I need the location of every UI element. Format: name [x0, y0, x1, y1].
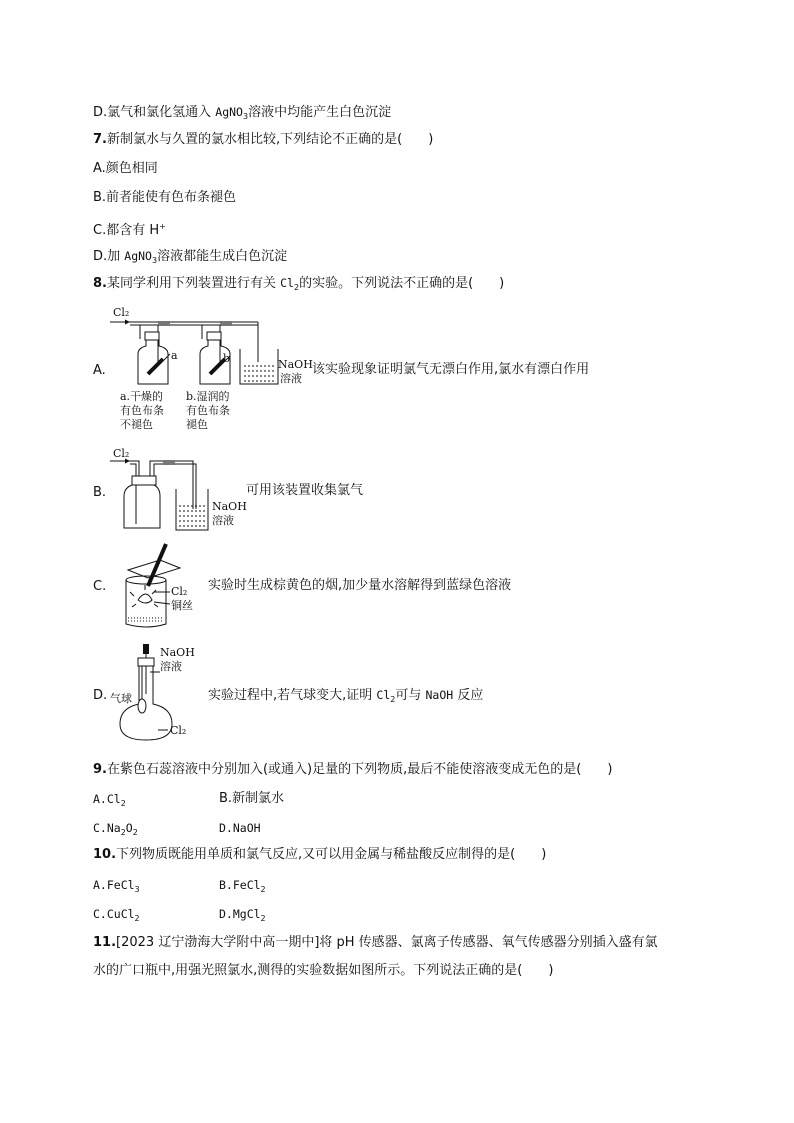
option-text: A.颜色相同	[93, 161, 158, 176]
caption-text: b.湿润的	[186, 390, 230, 403]
rubber-joint	[158, 321, 170, 326]
option-text: O	[125, 821, 133, 835]
subscript: 3	[134, 885, 140, 894]
q8-apparatus-a-diagram	[108, 304, 318, 394]
burning-copper	[138, 594, 152, 603]
label-b: b	[223, 352, 231, 365]
q8-option-a-letter[interactable]	[93, 362, 106, 380]
question-number: 8.	[93, 276, 107, 291]
cap-a-line1	[120, 390, 163, 404]
option-text: B.前者能使有色布条褪色	[93, 190, 237, 205]
q7-option-a[interactable]	[93, 160, 158, 178]
q9-option-c[interactable]	[93, 819, 138, 842]
gas-label: Cl₂	[113, 306, 130, 319]
option-text: 可用该装置收集氯气	[246, 483, 364, 498]
chem-formula: AgNO	[124, 249, 152, 263]
naoh-label: NaOH	[160, 646, 195, 659]
solution-label: 溶液	[280, 372, 302, 385]
question-text: 水的广口瓶中,用强光照氯水,测得的实验数据如图所示。下列说法正确的是( )	[93, 963, 554, 978]
bottle-stopper	[207, 332, 221, 340]
q8-apparatus-c-diagram	[108, 540, 208, 632]
q10-option-a[interactable]	[93, 876, 140, 899]
q8-option-c-text	[208, 577, 511, 595]
option-text: D.氯气和氯化氢通入	[93, 105, 216, 120]
option-text: A.Cl	[93, 792, 121, 806]
option-text: 实验过程中,若气球变大,证明	[208, 688, 377, 703]
subscript: 2	[132, 828, 138, 837]
caption-text: a.干燥的	[120, 390, 164, 403]
q8-option-d-text	[208, 686, 483, 709]
q10-option-c[interactable]	[93, 905, 140, 928]
option-text: B.FeCl	[219, 878, 261, 892]
option-letter: C.	[93, 579, 107, 594]
question-8-stem	[93, 274, 504, 297]
q9-option-d[interactable]	[219, 819, 261, 838]
rubber-joint	[163, 460, 175, 465]
arrow-head	[125, 320, 130, 325]
label-line	[154, 602, 170, 604]
question-11-stem-line1	[93, 934, 658, 952]
question-text: 下列物质既能用单质和氯气反应,又可以用金属与稀盐酸反应制得的是( )	[116, 847, 547, 862]
option-text: D.加	[93, 249, 125, 264]
solution-label: 溶液	[160, 660, 182, 673]
rubber-joint	[220, 321, 232, 326]
question-text: [2023 辽宁渤海大学附中高一期中]将 pH 传感器、氯离子传感器、氧气传感器分别插入盛有氯	[116, 935, 658, 950]
subscript: 2	[120, 828, 126, 837]
wire-label: 铜丝	[171, 599, 193, 612]
solution-label: 溶液	[212, 514, 234, 527]
q8-option-b-letter[interactable]	[93, 484, 106, 502]
option-text: 该实验现象证明氯气无漂白作用,氯水有漂白作用	[312, 362, 590, 377]
caption-text: 不褪色	[120, 418, 153, 431]
balloon-label	[110, 692, 132, 706]
caption-text: 褪色	[186, 418, 208, 431]
apparatus-c-svg	[108, 540, 208, 632]
subscript: 2	[390, 695, 396, 704]
q8-option-c-letter[interactable]	[93, 578, 106, 596]
flask-stopper	[138, 658, 154, 666]
caption-text: 气球	[110, 692, 132, 705]
caption-text: 有色布条	[120, 404, 164, 417]
cap-b-line3	[186, 418, 208, 432]
cap-a-line3	[120, 418, 153, 432]
subscript: 3	[242, 112, 249, 121]
option-text: C.CuCl	[93, 907, 135, 921]
q7-option-c[interactable]	[93, 218, 166, 240]
q7-option-d[interactable]	[93, 247, 287, 270]
option-text: 实验时生成棕黄色的烟,加少量水溶解得到蓝绿色溶液	[208, 578, 512, 593]
subscript: 2	[120, 799, 126, 808]
bottle-stopper	[145, 332, 159, 340]
question-number: 7.	[93, 132, 107, 147]
subscript: 2	[134, 914, 140, 923]
naoh-label: NaOH	[278, 358, 313, 371]
q7-option-b[interactable]	[93, 189, 236, 207]
long-tube	[130, 464, 136, 524]
question-9-stem	[93, 761, 612, 779]
subscript: 2	[293, 283, 300, 292]
option-text: B.新制氯水	[219, 791, 285, 806]
chem-formula: Cl	[280, 276, 294, 290]
q9-option-a[interactable]	[93, 790, 126, 813]
option-text: A.FeCl	[93, 878, 135, 892]
q8-option-a-text	[312, 361, 589, 379]
subscript: 2	[260, 885, 266, 894]
option-letter: A.	[93, 363, 106, 378]
naoh-label: NaOH	[212, 500, 247, 513]
option-letter: D.	[93, 688, 108, 703]
q6-option-d[interactable]	[93, 103, 391, 126]
gas-label: Cl₂	[171, 585, 188, 598]
cap-b-line1	[186, 390, 230, 404]
option-letter: B.	[93, 485, 107, 500]
chem-formula: AgNO	[215, 105, 243, 119]
q8-option-b-text	[246, 482, 363, 500]
balloon	[138, 699, 146, 713]
gas-bottle	[124, 485, 160, 528]
chem-formula: NaOH	[425, 688, 454, 702]
option-text: 溶液中均能产生白色沉淀	[248, 105, 392, 120]
cap-a-line2	[120, 404, 164, 418]
question-number: 9.	[93, 762, 107, 777]
gas-bottle-1	[138, 340, 168, 384]
option-text: 可与	[395, 688, 426, 703]
option-text: C.Na	[93, 821, 121, 835]
option-text: D.MgCl	[219, 907, 261, 921]
apparatus-a-svg	[108, 304, 318, 394]
question-text: 新制氯水与久置的氯水相比较,下列结论不正确的是( )	[106, 132, 434, 147]
dry-cloth-strip	[148, 359, 163, 374]
chem-formula: Cl	[376, 688, 391, 702]
question-10-stem	[93, 846, 546, 864]
q9-option-b[interactable]	[219, 790, 284, 808]
bottle-stopper	[132, 476, 156, 485]
option-text: D.NaOH	[219, 821, 261, 835]
question-number: 11.	[93, 935, 117, 950]
question-text: 某同学利用下列装置进行有关	[106, 276, 281, 291]
question-7-stem	[93, 131, 433, 149]
caption-text: 有色布条	[186, 404, 230, 417]
option-text: 反应	[453, 688, 484, 703]
naoh-solution	[241, 362, 277, 383]
q8-apparatus-b-diagram	[108, 444, 248, 534]
gas-label: Cl₂	[113, 447, 130, 460]
question-text: 在紫色石蕊溶液中分别加入(或通入)足量的下列物质,最后不能使溶液变成无色的是( )	[106, 762, 613, 777]
q10-option-b[interactable]	[219, 876, 266, 899]
superscript: +	[159, 222, 166, 231]
gas-label: Cl₂	[170, 724, 187, 737]
apparatus-b-svg	[108, 444, 248, 534]
question-number: 10.	[93, 847, 117, 862]
label-a: a	[171, 349, 178, 362]
label-line	[164, 354, 170, 360]
question-11-stem-line2	[93, 962, 553, 980]
subscript: 2	[260, 914, 266, 923]
question-text: 的实验。下列说法不正确的是( )	[299, 276, 505, 291]
q10-option-d[interactable]	[219, 905, 266, 928]
option-text: C.都含有 H	[93, 223, 160, 238]
q8-option-d-letter[interactable]	[93, 687, 107, 705]
spark-lines	[130, 585, 158, 607]
dropper-bulb	[143, 644, 149, 654]
liquid-pattern	[179, 506, 205, 526]
beaker	[176, 489, 208, 530]
cap-b-line2	[186, 404, 230, 418]
subscript: 3	[151, 256, 158, 265]
option-text: 溶液都能生成白色沉淀	[157, 249, 288, 264]
